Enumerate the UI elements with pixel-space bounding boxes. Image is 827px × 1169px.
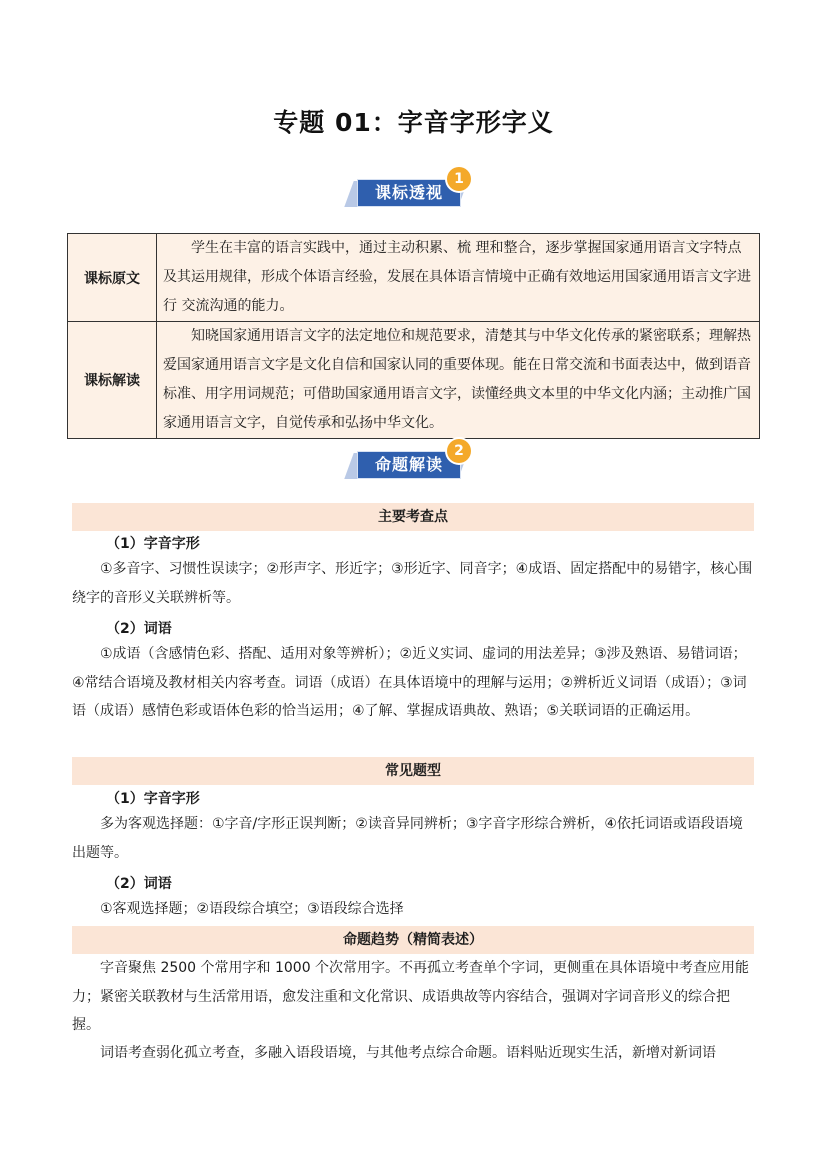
- row-text: 知晓国家通用语言文字的法定地位和规范要求，清楚其与中华文化传承的紧密联系；理解热爱国家通用语言文字是文化自信和国家认同的重要体现。能在日常交流和书面表达中，做到语音标准、用字用词规范；可借助国家通用语言文字，读懂经典文本里的中华文化内涵；主动推广国家通用语言文字，自觉传承和弘扬中华文化。: [157, 322, 760, 439]
- section-bar-trends: 命题趋势（精简表述）: [72, 926, 754, 954]
- paragraph: ①客观选择题；②语段综合填空；③语段综合选择: [100, 901, 404, 917]
- badge-label: 命题解读: [357, 451, 461, 479]
- table-row: [68, 322, 760, 439]
- row-key: 课标解读: [68, 322, 157, 439]
- subheading: （1）字音字形: [106, 791, 200, 807]
- page-title: 专题 01：字音字形字义: [273, 108, 554, 137]
- row-text: 学生在丰富的语言实践中，通过主动积累、梳 理和整合，逐步掌握国家通用语言文字特点及其运用规律，形成个体语言经验，发展在具体语言情境中正确有效地运用国家通用语言文字进行 交流沟通的能力。: [157, 234, 760, 322]
- paragraph: 多为客观选择题：①字音/字形正误判断；②读音异同辨析；③字音字形综合辨析，④依托词语或语段语境出题等。: [72, 816, 743, 861]
- badge-label: 课标透视: [357, 179, 461, 207]
- badge-number: 1: [447, 167, 471, 191]
- row-key: 课标原文: [68, 234, 157, 322]
- curriculum-table: [67, 233, 760, 439]
- paragraph: 字音聚焦 2500 个常用字和 1000 个次常用字。不再孤立考查单个字词，更侧重在具体语境中考查应用能力；紧密关联教材与生活常用语，愈发注重和文化常识、成语典故等内容结合，强调对字词音形义的综合把握。: [72, 960, 750, 1033]
- subheading: （2）词语: [106, 621, 172, 637]
- subheading: （2）词语: [106, 876, 172, 892]
- table-row: [68, 234, 760, 322]
- subheading: （1）字音字形: [106, 536, 200, 552]
- paragraph: 词语考查弱化孤立考查，多融入语段语境，与其他考点综合命题。语料贴近现实生活，新增对新词语: [100, 1045, 716, 1061]
- section-bar-question-types: 常见题型: [72, 757, 754, 785]
- paragraph: ①多音字、习惯性误读字；②形声字、形近字；③形近字、同音字；④成语、固定搭配中的易错字，核心围绕字的音形义关联辨析等。: [72, 561, 753, 606]
- badge-number: 2: [447, 439, 471, 463]
- paragraph: ①成语（含感情色彩、搭配、适用对象等辨析）；②近义实词、虚词的用法差异；③涉及熟语、易错词语；④常结合语境及教材相关内容考查。词语（成语）在具体语境中的理解与运用；②辨析近义词语（成语）；③词语（成语）感情色彩或语体色彩的恰当运用；④了解、掌握成语典故、熟语；⑤关联词语的正确运用。: [72, 646, 747, 719]
- section-badge-standards: [349, 173, 471, 215]
- section-badge-interpretation: [349, 445, 471, 487]
- section-bar-main-points: 主要考查点: [72, 503, 754, 531]
